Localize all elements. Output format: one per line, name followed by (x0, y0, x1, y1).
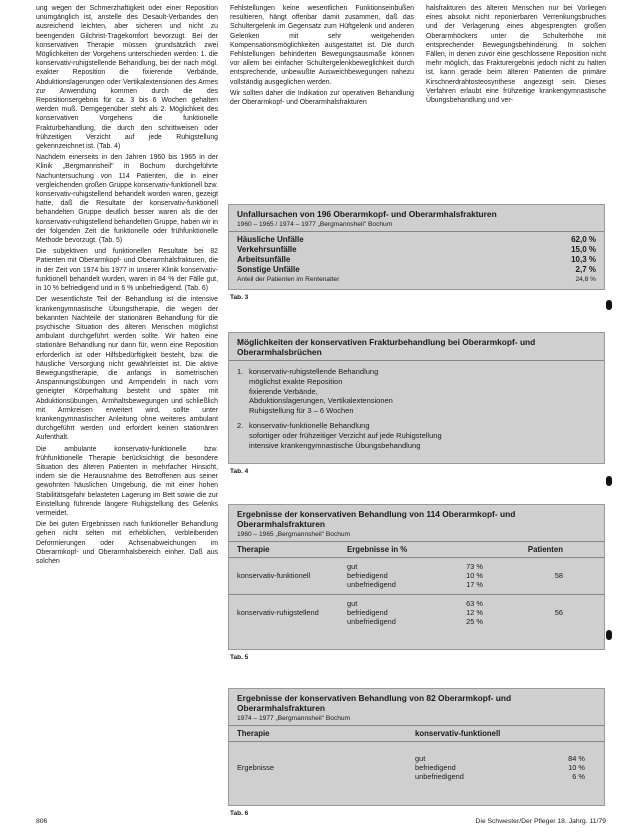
therapy-cell: konservativ-funktionell (237, 571, 311, 581)
result-percent: 10 % (466, 571, 483, 581)
group-heading: konservativ-funktionelle Behandlung (249, 420, 370, 430)
footnote-value: 24,8 % (575, 276, 596, 283)
text-column-right (426, 4, 606, 107)
table-row (237, 255, 596, 265)
paragraph: Die ambulante konservativ-funktionelle bzw. frühfunktionelle Therapie berücksichtigt die besondere Situation des älteren Patienten in mehrfacher Hinsicht, indem sie die Herausnahme des Betroffenen aus seiner gewohnten häuslichen Umgebung, die mit einer hohen Stabilitätsgefahr belasteten Lagerung im Bett sowie die zur Einstellung führende längere Ruhigstellung des Gelenks vermeidet. (36, 445, 218, 517)
treatment-group (237, 421, 596, 450)
table-row-group (229, 558, 604, 594)
result-percent: 10 % (568, 763, 585, 773)
paragraph: Die subjektiven und funktionellen Resultate bei 82 Patienten mit Oberarmkopf- und Oberarmhalsfrakturen, die in der Zeit von 1974 bis 1977 in unserer Klinik konservativ-funktionell behandelt wurden, waren in 84 % der Fälle gut, in 10 % befriedigend und in 6 % unbefriedigend. (Tab. 6) (36, 248, 218, 293)
table-title: Ergebnisse der konservativen Behandlung von 82 Oberarmkopf- und Oberarmhalsfrakturen (237, 693, 512, 713)
result-label: unbefriedigend (347, 617, 396, 627)
table-body (229, 232, 604, 287)
table-row-group (229, 742, 604, 786)
list-item: Ruhigstellung für 3 – 6 Wochen (249, 406, 354, 416)
table-results-114 (228, 504, 605, 650)
journal-footer: Die Schwester/Der Pfleger 18. Jahrg. 11/79 (475, 818, 606, 825)
column-headers (229, 726, 604, 742)
patients-cell: 56 (554, 607, 563, 617)
row-label: Arbeitsunfälle (237, 255, 291, 264)
treatment-group (237, 367, 596, 416)
table-header (229, 205, 604, 232)
paragraph: Fehlstellungen keine wesentlichen Funktionseinbußen resultieren, hängt offenbar damit zusammen, daß das Schultergelenk im Gegensatz zum Hüftgelenk und anderen Gelenken mit sehr weitgehenden Kompensationsmöglichkeiten ausgestattet ist. Die durch Fehlstellungen behinderten Bewegungsausmaße können vor allem bei einfacher Schultergelenkbeweglichkeit durch entsprechende, unbewußte Ausweichbewegungen nahezu vollständig ausgeglichen werden. (230, 5, 414, 86)
paragraph: Nachdem einerseits in den Jahren 1960 bis 1965 in der Klinik „Bergmannsheil" in Bochum durchgeführte Nachuntersuchung von 114 Patienten, die in einer vergleichenden großen Gruppe konservativ-funktionell bzw. konservativ-ruhigstellend behandelt worden waren, gezeigt hatte, daß die Resultate der konservativ-funktionell behandelten Gruppe deutlich besser waren als die der konservativ-ruhigstellend behandelten Gruppe, haben wir in der folgenden Zeit die funktionelle oder frühfunktionelle Methode bevorzugt. (Tab. 5) (36, 154, 218, 245)
paragraph: halsfrakturen des älteren Menschen nur bei Vorliegen eines absolut nicht reponierbaren Verrenkungsbruches und der Verlagerung eines abgesprengten großen Oberarmhöckers unter die Schulterhöhe mit entsprechender Bewegungsbehinderung. In solchen Fällen, in denen zuvor eine geschlossene Reposition nicht mehr möglich, das Frakturergebnis jedoch nicht zu halten ist, kann gerade beim älteren Patienten die primäre Kirschnerdrahtosteosynthese angezeigt sein. Dieses Verfahren erlaubt eine frühzeitige krankengymnastische Übungsbehandlung und ver- (426, 5, 606, 105)
table-row (237, 235, 596, 245)
row-label: Ergebnisse (237, 763, 274, 773)
result-label: befriedigend (415, 763, 456, 773)
table-header (229, 505, 604, 542)
paragraph: Der wesentlichste Teil der Behandlung ist die intensive krankengymnastische Übungstherapie, die wegen der bekannten Nachteile der stationären Behandlung für die psychische Situation des älteren Menschen möglichst ambulant durchgeführt werden sollte. Wir halten eine stationäre Behandlung nur dann für, wenn eine Reposition erforderlich ist oder Hilfsbedürftigkeit besteht, bzw. die häusliche Versorgung nicht gewährleistet ist. Die aktive Bewegungstherapie, die anfangs in isometrischen Anspannungsübungen und Armpendeln in nach vorn geneigter Körperhaltung besteht und später mit Abduktionsübungen, Armhaltsbewegungen und schließlich mit Armkreisen erweitert wird, sollte unter krankengymnastischer Anleitung ohne weiteres ambulant durchgeführt werden und erfordert keinen stationären Aufenthalt. (36, 296, 218, 442)
result-percent: 17 % (466, 580, 483, 590)
table-caption: Tab. 5 (230, 654, 249, 661)
table-subtitle: 1974 – 1977 „Bergmannsheil" Bochum (237, 715, 351, 722)
table-row (237, 265, 596, 275)
table-caption: Tab. 6 (230, 810, 249, 817)
row-value: 10,3 % (571, 255, 596, 264)
result-label: befriedigend (347, 607, 388, 617)
text-column-left (36, 4, 218, 568)
row-label: Verkehrsunfälle (237, 245, 297, 254)
table-header (229, 689, 604, 726)
list-item: Abduktionslagerungen, Vertikalextensionen (249, 396, 393, 406)
text-column-middle (230, 4, 414, 109)
column-header: Patienten (527, 545, 563, 554)
result-percent: 25 % (466, 617, 483, 627)
result-label: unbefriedigend (415, 772, 464, 782)
paragraph: Die bei guten Ergebnissen nach funktioneller Behandlung gehen nicht selten mit erheblichen, verbleibenden Deformierungen oder Achsenabweichungen im Oberarmkopf- und Oberarmhalsbereich einher. Daß aus solchen (36, 521, 218, 565)
row-value: 15,0 % (571, 245, 596, 254)
list-item: sofortiger oder frühzeitiger Verzicht auf jede Ruhigstellung (249, 430, 442, 440)
paragraph: Wir sollten daher die Indikation zur operativen Behandlung der Oberarmkopf- und Oberarmhalsfrakturen (230, 89, 414, 107)
table-results-82 (228, 688, 605, 806)
result-label: befriedigend (347, 571, 388, 581)
result-percent: 84 % (568, 754, 585, 763)
result-percent: 6 % (572, 772, 585, 782)
row-label: Sonstige Unfälle (237, 265, 300, 274)
paragraph: ung wegen der Schmerzhaftigkeit oder einer Reposition unumgänglich ist, anstelle des Desault-Verbandes den ausreichend leichten, aber sicheren und nicht zu beengenden Gilchrist-Tragekomfort bevorzugt. Bei der konservativen Therapie müssen grundsätzlich zwei Möglichkeiten der Vorgehens unterschieden werden: 1. die konservativ-ruhigstellende Behandlung, bei der nach mögl. exakter Reposition die fixierende Verbände, Abduktionslagerungen oder Vertikalextensionen des Armes zur Anwendung kommen durch die des Repositionsergebnis für ca. 3 bis 6 Wochen gehalten werden muß. Demgegenüber steht als 2. Möglichkeit des konservativen Vorgehens die funktionelle Frakturbehandlung, die durch den schrittweisen oder frühzeitigen Verzicht auf jede Ruhigstellung gekennzeichnet ist. (Tab. 4) (36, 5, 218, 151)
table-title: Unfallursachen von 196 Oberarmkopf- und Oberarmhalsfrakturen (237, 209, 497, 219)
table-subtitle: 1960 – 1965 „Bergmannsheil" Bochum (237, 531, 351, 538)
result-percent: 12 % (466, 607, 483, 617)
table-title: Möglichkeiten der konservativen Frakturbehandlung bei Oberarmkopf- und Oberarmhalsbrüchen (237, 337, 536, 357)
table-subtitle: 1960 – 1965 / 1974 – 1977 „Bergmannsheil" Bochum (237, 221, 393, 228)
footnote-label: Anteil der Patienten im Rentenalter (237, 276, 340, 283)
punch-hole (606, 630, 612, 640)
group-heading: konservativ-ruhigstellende Behandlung (249, 367, 379, 376)
column-header: Ergebnisse in % (347, 545, 408, 554)
result-label: gut (415, 754, 426, 763)
table-treatment-options (228, 332, 605, 464)
table-caption: Tab. 4 (230, 468, 249, 475)
column-headers (229, 542, 604, 558)
result-label: gut (347, 598, 358, 608)
list-item: intensive krankengymnastische Übungsbehandlung (249, 440, 421, 450)
column-header: Therapie (237, 729, 270, 738)
result-percent: 73 % (466, 562, 483, 571)
table-row (237, 245, 596, 255)
group-number: 2. (237, 420, 244, 430)
treatment-list (229, 361, 604, 459)
result-label: gut (347, 562, 358, 571)
list-item: fixierende Verbände, (249, 386, 318, 396)
patients-cell: 58 (554, 571, 563, 581)
table-footnote-row (237, 275, 596, 284)
result-percent: 63 % (466, 598, 483, 608)
row-value: 62,0 % (571, 235, 596, 244)
therapy-cell: konservativ-ruhigstellend (237, 607, 319, 617)
page-number: 806 (36, 818, 48, 825)
row-label: Häusliche Unfälle (237, 235, 304, 244)
group-number: 1. (237, 367, 244, 376)
list-item: möglichst exakte Reposition (249, 376, 343, 386)
result-label: unbefriedigend (347, 580, 396, 590)
table-accident-causes (228, 204, 605, 290)
row-value: 2,7 % (575, 265, 596, 274)
table-row-group (229, 594, 604, 631)
punch-hole (606, 476, 612, 486)
table-header (229, 333, 604, 361)
punch-hole (606, 300, 612, 310)
table-caption: Tab. 3 (230, 294, 249, 301)
table-title: Ergebnisse der konservativen Behandlung von 114 Oberarmkopf- und Oberarmhalsfrakturen (237, 509, 516, 529)
column-header: Therapie (237, 545, 270, 554)
column-header: konservativ-funktionell (415, 729, 501, 738)
